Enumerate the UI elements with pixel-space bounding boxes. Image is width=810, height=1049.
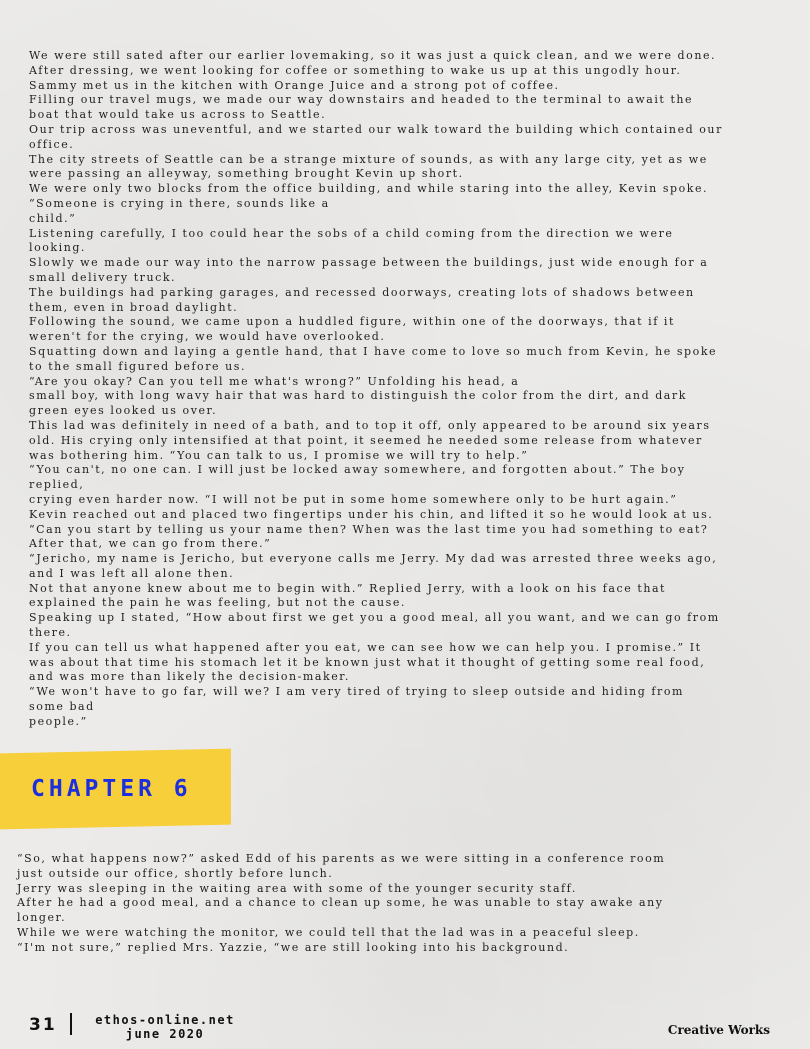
text-line: Jerry was sleeping in the waiting area with some of the younger security staff. <box>17 881 577 895</box>
text-line: Listening carefully, I too could hear the sobs of a child coming from the direction we were <box>29 226 674 240</box>
footer-date: june 2020 <box>125 1027 205 1041</box>
text-line: “Are you okay? Can you tell me what's wrong?” Unfolding his head, a <box>29 374 520 388</box>
text-line: “We won't have to go far, will we? I am very tired of trying to sleep outside and hiding from <box>29 685 685 699</box>
text-line: Following the sound, we came upon a huddled figure, within one of the doorways, that if it <box>29 315 675 329</box>
text-line: The city streets of Seattle can be a strange mixture of sounds, as with any large city, yet as we <box>29 152 708 166</box>
text-line: This lad was definitely in need of a bath, and to top it off, only appeared to be around six years <box>29 418 711 432</box>
text-line: small boy, with long wavy hair that was hard to distinguish the color from the dirt, and dark <box>29 389 687 403</box>
text-line: The buildings had parking garages, and recessed doorways, creating lots of shadows between <box>29 285 695 299</box>
text-line: “You can't, no one can. I will just be locked away somewhere, and forgotten about.” The boy <box>29 463 686 477</box>
text-line: “Can you start by telling us your name then? When was the last time you had something to eat? <box>29 522 709 536</box>
text-line: “Jericho, my name is Jericho, but everyone calls me Jerry. My dad was arrested three weeks ago, <box>29 552 718 566</box>
text-line: there. <box>29 626 72 640</box>
text-line: people.” <box>29 714 88 728</box>
chapter-6-text <box>17 852 777 956</box>
story-text <box>29 49 799 730</box>
footer-divider <box>70 1013 72 1035</box>
text-line: While we were watching the monitor, we could tell that the lad was in a peaceful sleep. <box>17 925 640 939</box>
text-line: green eyes looked us over. <box>29 404 218 418</box>
text-line: explained the pain he was feeling, but not the cause. <box>29 596 406 610</box>
text-line: to the small figured before us. <box>29 359 247 373</box>
text-line: “I'm not sure,” replied Mrs. Yazzie, “we are still looking into his background. <box>17 940 570 954</box>
text-line: and was more than likely the decision-maker. <box>29 670 350 684</box>
footer-site: ethos-online.net <box>95 1013 235 1027</box>
text-line: small delivery truck. <box>29 270 177 284</box>
text-line: Filling our travel mugs, we made our way downstairs and headed to the terminal to await the <box>29 93 694 107</box>
text-line: boat that would take us across to Seattle. <box>29 108 327 122</box>
text-line: Speaking up I stated, “How about first we get you a good meal, all you want, and we can go from <box>29 611 720 625</box>
text-line: “Someone is crying in there, sounds like a <box>29 196 330 210</box>
text-line: Slowly we made our way into the narrow passage between the buildings, just wide enough for a <box>29 256 709 270</box>
footer-publication <box>80 1013 250 1041</box>
text-line: Sammy met us in the kitchen with Orange Juice and a strong pot of coffee. <box>29 78 560 92</box>
text-line: After that, we can go from there.” <box>29 537 272 551</box>
text-line: weren't for the crying, we would have overlooked. <box>29 330 386 344</box>
text-line: After dressing, we went looking for coffee or something to wake us up at this ungodly hour. <box>29 63 682 77</box>
text-line: If you can tell us what happened after you eat, we can see how we can help you. I promise.” It <box>29 640 702 654</box>
text-line: Kevin reached out and placed two fingertips under his chin, and lifted it so he would look at us. <box>29 507 714 521</box>
text-line: looking. <box>29 241 86 255</box>
text-line: longer. <box>17 911 67 925</box>
text-line: replied, <box>29 478 85 492</box>
text-line: Our trip across was uneventful, and we started our walk toward the building which contained our <box>29 122 723 136</box>
text-line: We were still sated after our earlier lovemaking, so it was just a quick clean, and we were done. <box>29 49 717 62</box>
text-line: crying even harder now. “I will not be put in some home somewhere only to be hurt again.” <box>29 492 678 506</box>
page-number: 31 <box>29 1015 57 1035</box>
text-line: just outside our office, shortly before lunch. <box>17 866 334 880</box>
text-line: old. His crying only intensified at that point, it seemed he needed some release from whatever <box>29 433 703 447</box>
text-line: Not that anyone knew about me to begin with.” Replied Jerry, with a look on his face that <box>29 581 667 595</box>
text-line: After he had a good meal, and a chance to clean up some, he was unable to stay awake any <box>17 896 664 910</box>
text-line: and I was left all alone then. <box>29 566 235 580</box>
text-line: was bothering him. “You can talk to us, I promise we will try to help.” <box>29 448 529 462</box>
chapter-heading: CHAPTER 6 <box>31 776 192 802</box>
text-line: some bad <box>29 700 95 714</box>
section-label: Creative Works <box>667 1023 770 1037</box>
text-line: Squatting down and laying a gentle hand, that I have come to love so much from Kevin, he spoke <box>29 344 718 358</box>
text-line: was about that time his stomach let it be known just what it thought of getting some real food, <box>29 655 706 669</box>
text-line: child.” <box>29 211 77 225</box>
text-line: were passing an alleyway, something brought Kevin up short. <box>29 167 464 181</box>
text-line: office. <box>29 137 75 151</box>
text-line: “So, what happens now?” asked Edd of his parents as we were sitting in a conference room <box>17 852 666 865</box>
text-line: them, even in broad daylight. <box>29 300 239 314</box>
text-line: We were only two blocks from the office building, and while staring into the alley, Kevin spoke. <box>29 182 709 196</box>
